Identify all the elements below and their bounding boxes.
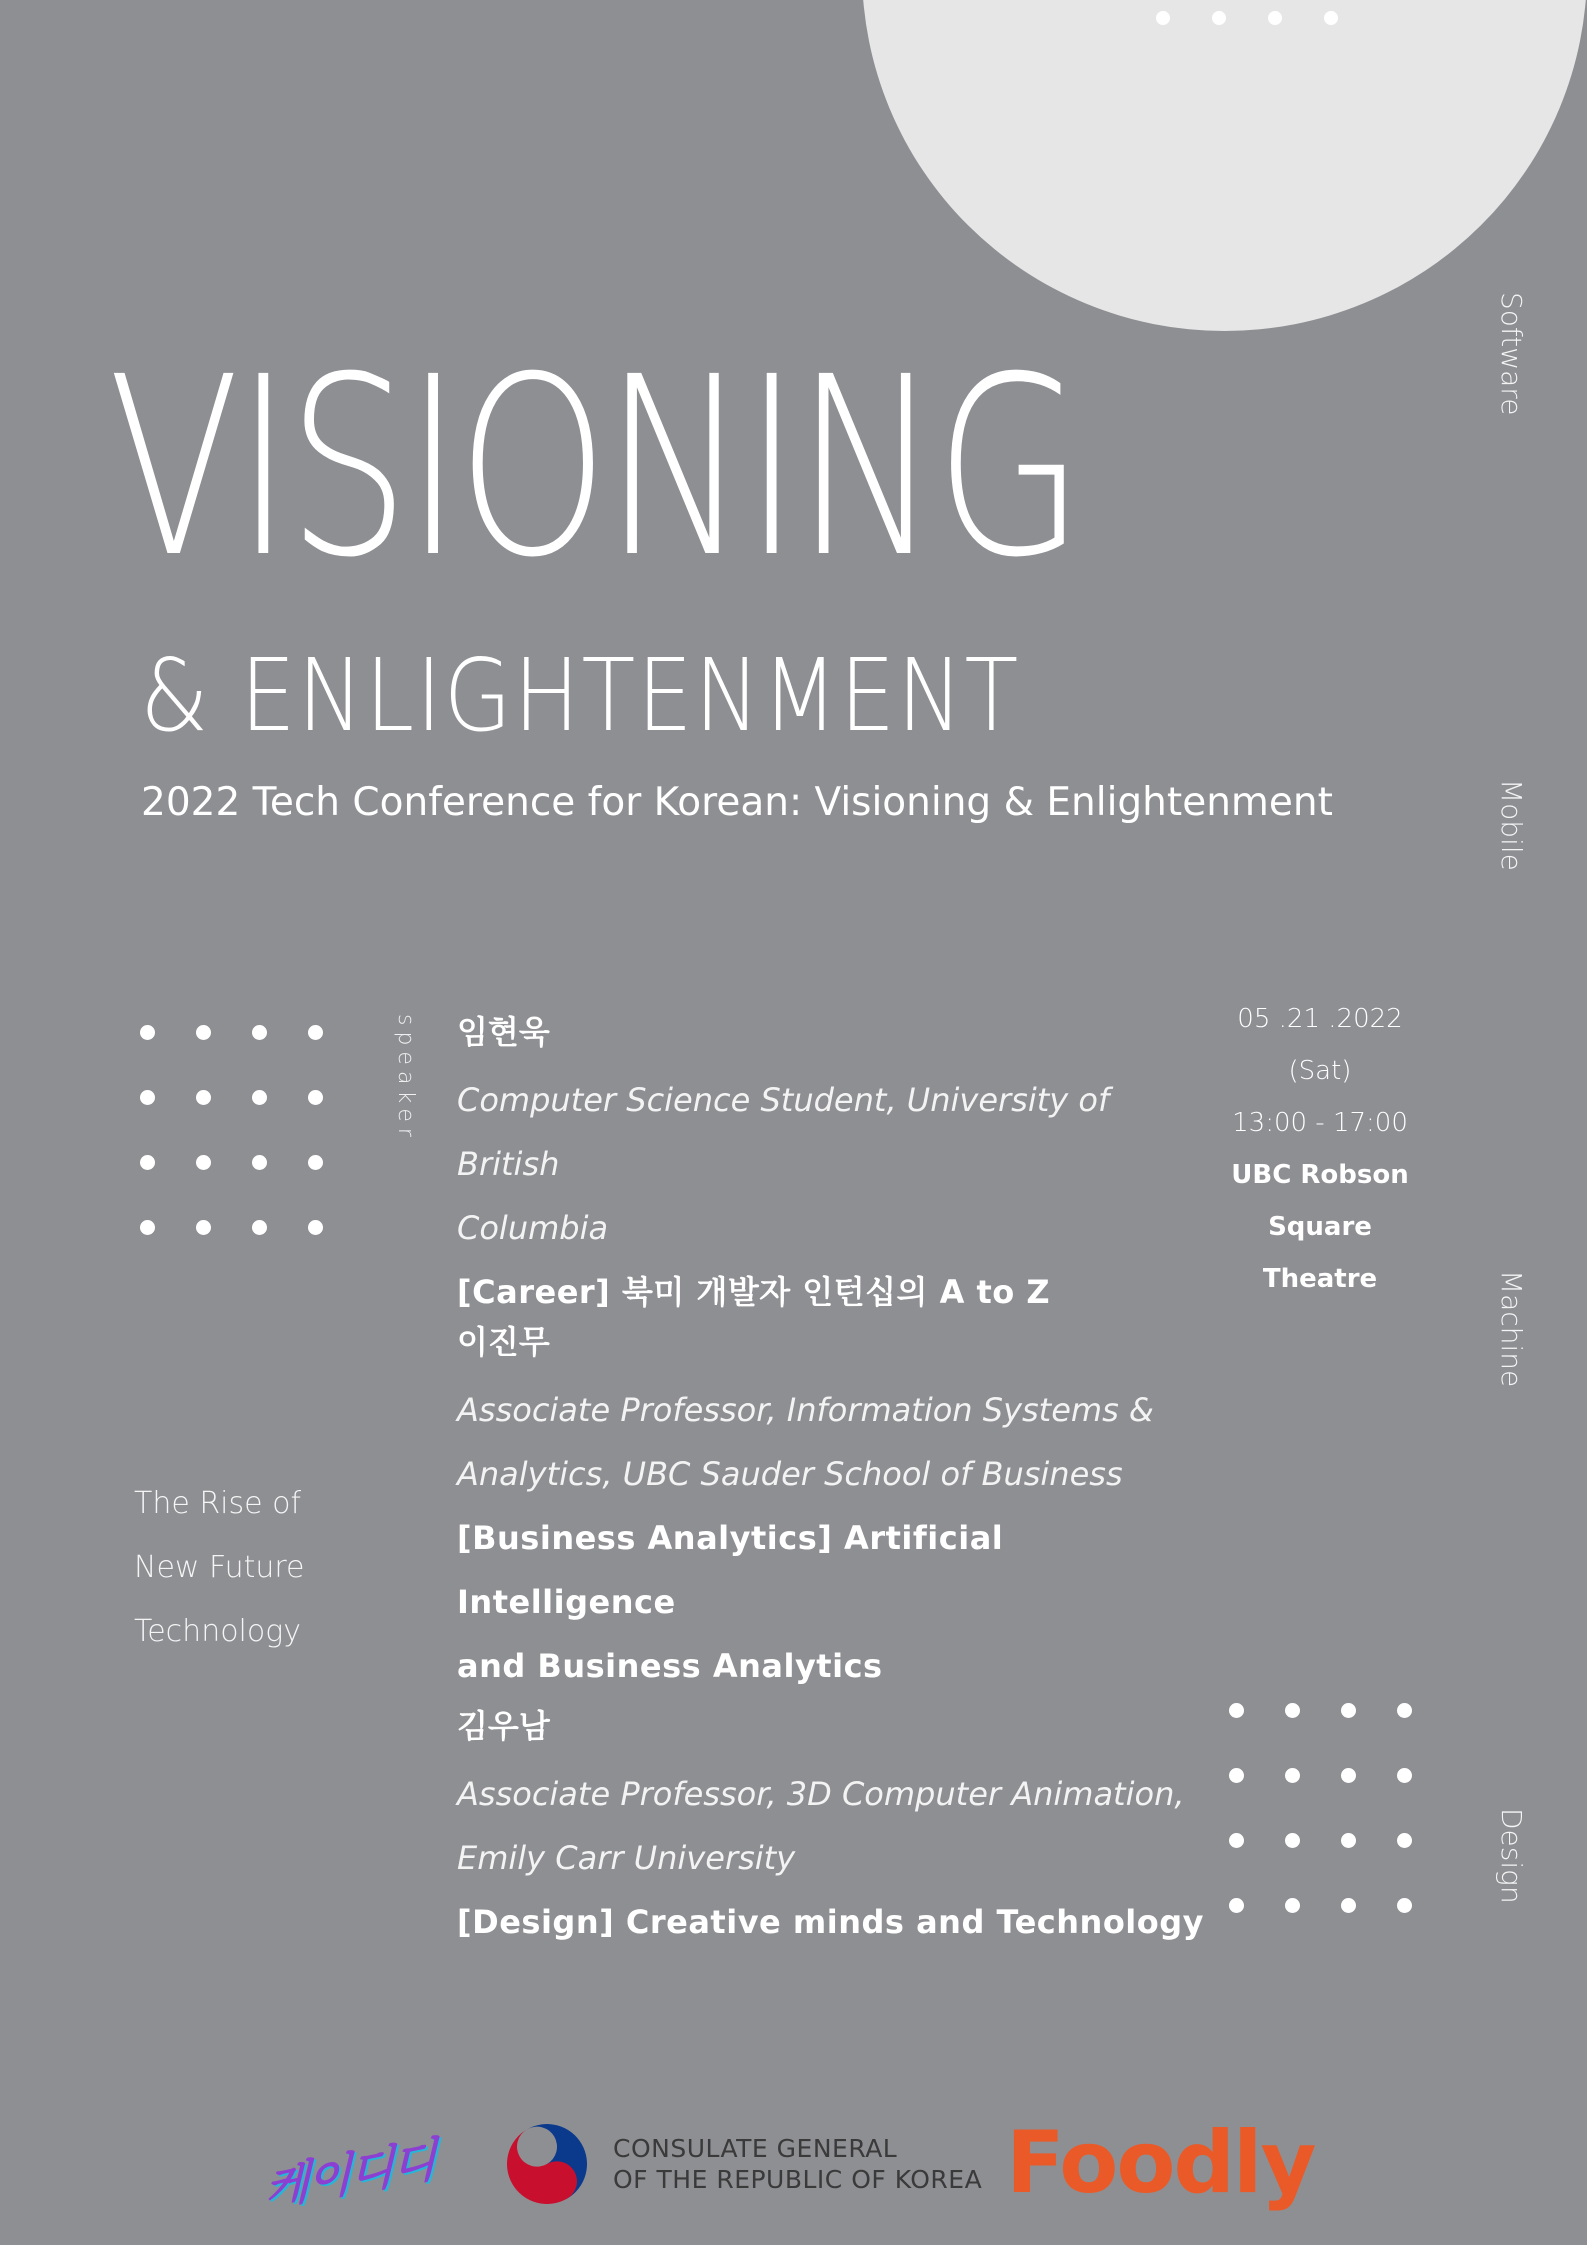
speaker-role: Columbia xyxy=(457,1209,609,1247)
speaker-label: speaker xyxy=(393,1014,418,1143)
consulate-logo xyxy=(505,2122,982,2206)
tagline-line: Technology xyxy=(134,1614,302,1649)
consulate-line: OF THE REPUBLIC OF KOREA xyxy=(613,2165,983,2194)
side-word-design: Design xyxy=(1495,1808,1528,1904)
speaker-name: 김우남 xyxy=(457,1707,550,1745)
side-word-software: Software xyxy=(1495,292,1528,416)
speaker-3 xyxy=(457,1707,1217,1954)
side-word-mobile: Mobile xyxy=(1495,779,1528,871)
kdd-logo: 케이디디 xyxy=(265,2132,435,2216)
speaker-2 xyxy=(457,1323,1217,1698)
event-date: 05 .21 .2022 (Sat) xyxy=(1237,1004,1403,1086)
speaker-topic: [Design] Creative minds and Technology xyxy=(457,1903,1205,1941)
speaker-1 xyxy=(457,1013,1217,1324)
dot-grid-left xyxy=(140,1025,323,1235)
speaker-role: Associate Professor, Information Systems & xyxy=(457,1391,1154,1429)
taeguk-icon xyxy=(505,2122,589,2206)
decorative-dot xyxy=(1324,11,1338,25)
dot-grid-right xyxy=(1229,1703,1412,1913)
side-word-machine: Machine xyxy=(1495,1270,1528,1388)
poster-title: VISIONING xyxy=(108,325,1080,612)
decorative-dot xyxy=(1212,11,1226,25)
speaker-role: Associate Professor, 3D Computer Animation, xyxy=(457,1775,1185,1813)
speaker-role: Emily Carr University xyxy=(457,1839,796,1877)
speaker-topic: [Business Analytics] Artificial Intelligence xyxy=(457,1519,1004,1621)
decorative-dot xyxy=(1156,11,1170,25)
speaker-name: 임현욱 xyxy=(457,1013,550,1051)
speaker-topic: and Business Analytics xyxy=(457,1647,883,1685)
decorative-dot xyxy=(1268,11,1282,25)
event-venue: Square Theatre xyxy=(1262,1212,1378,1294)
decorative-circle xyxy=(862,0,1587,331)
conference-name: 2022 Tech Conference for Korean: Visioning & Enlightenment xyxy=(141,780,1333,825)
tagline-line: New Future xyxy=(134,1550,305,1585)
speaker-role: Computer Science Student, University of British xyxy=(457,1081,1110,1183)
tagline-line: The Rise of xyxy=(134,1486,302,1521)
speaker-name: 이진무 xyxy=(457,1323,550,1361)
speaker-topic: [Career] 북미 개발자 인턴십의 A to Z xyxy=(457,1273,1051,1311)
tagline xyxy=(134,1472,305,1664)
consulate-line: CONSULATE GENERAL xyxy=(613,2134,898,2163)
event-info xyxy=(1210,993,1430,1305)
speaker-role: Analytics, UBC Sauder School of Business xyxy=(457,1455,1123,1493)
event-venue: UBC Robson xyxy=(1231,1160,1409,1190)
poster-subtitle: & ENLIGHTENMENT xyxy=(140,637,1021,754)
foodly-logo: Foodly xyxy=(1006,2113,1315,2213)
event-time: 13:00 - 17:00 xyxy=(1232,1108,1408,1138)
